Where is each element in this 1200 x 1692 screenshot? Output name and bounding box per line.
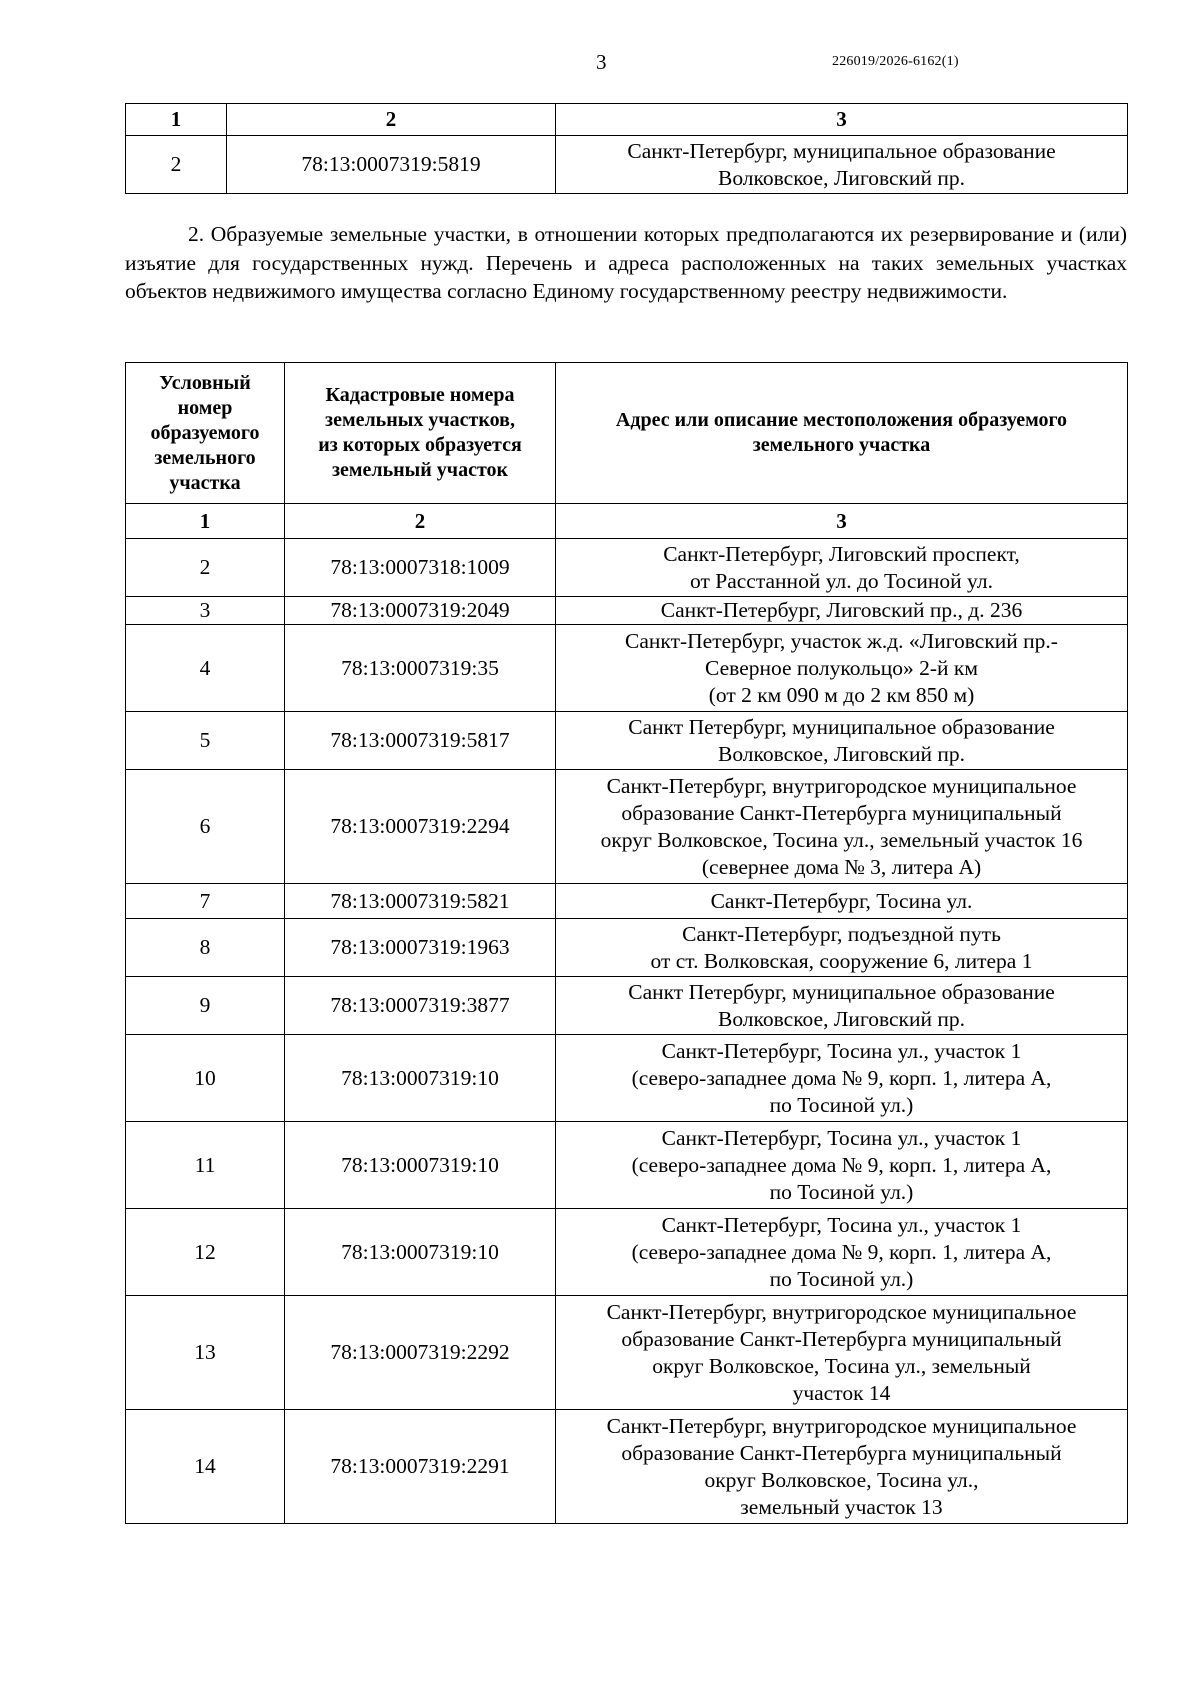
row-number: 10	[126, 1035, 285, 1122]
row-number: 2	[126, 539, 285, 597]
address: Санкт-Петербург, Тосина ул., участок 1 (северо-западнее дома № 9, корп. 1, литера А, по Тосиной ул.)	[556, 1209, 1128, 1296]
row-number: 8	[126, 919, 285, 977]
cadastral-number: 78:13:0007318:1009	[285, 539, 556, 597]
table-row	[126, 1209, 1128, 1296]
address: Санкт-Петербург, подъездной путь от ст. Волковская, сооружение 6, литера 1	[556, 919, 1128, 977]
cadastral-number: 78:13:0007319:10	[285, 1035, 556, 1122]
cadastral-number: 78:13:0007319:5817	[285, 712, 556, 770]
table-body	[126, 539, 1128, 1524]
table-row	[126, 136, 1128, 194]
document-id: 226019/2026-6162(1)	[832, 54, 959, 69]
row-number: 9	[126, 977, 285, 1035]
column-number: 1	[126, 104, 227, 136]
row-number: 2	[126, 136, 227, 194]
address: Санкт-Петербург, Тосина ул., участок 1 (северо-западнее дома № 9, корп. 1, литера А, по Тосиной ул.)	[556, 1122, 1128, 1209]
address: Санкт-Петербург, муниципальное образование Волковское, Лиговский пр.	[556, 136, 1128, 194]
cadastral-number: 78:13:0007319:2292	[285, 1296, 556, 1410]
column-header-cadastral-numbers: Кадастровые номера земельных участков, из которых образуется земельный участок	[285, 363, 556, 504]
table-row	[126, 1410, 1128, 1524]
table-row	[126, 597, 1128, 625]
cadastral-number: 78:13:0007319:2049	[285, 597, 556, 625]
cadastral-number: 78:13:0007319:10	[285, 1122, 556, 1209]
address: Санкт-Петербург, участок ж.д. «Лиговский пр.- Северное полукольцо» 2-й км (от 2 км 090 м до 2 км 850 м)	[556, 625, 1128, 712]
cadastral-number: 78:13:0007319:3877	[285, 977, 556, 1035]
address: Санкт Петербург, муниципальное образование Волковское, Лиговский пр.	[556, 712, 1128, 770]
column-number: 3	[556, 504, 1128, 539]
address: Санкт-Петербург, внутригородское муниципальное образование Санкт-Петербурга муниципальный округ Волковское, Тосина ул., земельный участок 16 (севернее дома № 3, литера А)	[556, 770, 1128, 884]
address: Санкт-Петербург, Лиговский пр., д. 236	[556, 597, 1128, 625]
column-number: 2	[285, 504, 556, 539]
column-header-plot-number: Условный номер образуемого земельного участка	[126, 363, 285, 504]
table-column-numbers	[126, 504, 1128, 539]
table-row	[126, 884, 1128, 919]
section-paragraph: 2. Образуемые земельные участки, в отношении которых предполагаются их резервирование и (или) изъятие для государственных нужд. Перечень и адреса расположенных на таких земельных участках объектов недвижимого имущества согласно Единому государственному реестру недвижимости.	[125, 222, 1127, 303]
table-column-numbers	[126, 104, 1128, 136]
table-row	[126, 919, 1128, 977]
address: Санкт Петербург, муниципальное образование Волковское, Лиговский пр.	[556, 977, 1128, 1035]
row-number: 6	[126, 770, 285, 884]
column-header-address: Адрес или описание местоположения образуемого земельного участка	[556, 363, 1128, 504]
table-row	[126, 539, 1128, 597]
cadastral-number: 78:13:0007319:1963	[285, 919, 556, 977]
cadastral-table-continued	[125, 103, 1128, 194]
address: Санкт-Петербург, Тосина ул., участок 1 (северо-западнее дома № 9, корп. 1, литера А, по Тосиной ул.)	[556, 1035, 1128, 1122]
row-number: 7	[126, 884, 285, 919]
address: Санкт-Петербург, внутригородское муниципальное образование Санкт-Петербурга муниципальный округ Волковское, Тосина ул., земельный участок 14	[556, 1296, 1128, 1410]
row-number: 14	[126, 1410, 285, 1524]
column-number: 2	[227, 104, 556, 136]
table-row	[126, 977, 1128, 1035]
table-row	[126, 625, 1128, 712]
table-row	[126, 1035, 1128, 1122]
cadastral-number: 78:13:0007319:10	[285, 1209, 556, 1296]
row-number: 4	[126, 625, 285, 712]
column-number: 1	[126, 504, 285, 539]
table-row	[126, 712, 1128, 770]
table-row	[126, 1296, 1128, 1410]
address: Санкт-Петербург, внутригородское муниципальное образование Санкт-Петербурга муниципальный округ Волковское, Тосина ул., земельный участок 13	[556, 1410, 1128, 1524]
row-number: 5	[126, 712, 285, 770]
address: Санкт-Петербург, Лиговский проспект, от Расстанной ул. до Тосиной ул.	[556, 539, 1128, 597]
cadastral-number: 78:13:0007319:2291	[285, 1410, 556, 1524]
table-row	[126, 1122, 1128, 1209]
row-number: 11	[126, 1122, 285, 1209]
formed-land-plots-table	[125, 362, 1128, 1524]
column-number: 3	[556, 104, 1128, 136]
cadastral-number: 78:13:0007319:5819	[227, 136, 556, 194]
row-number: 3	[126, 597, 285, 625]
row-number: 12	[126, 1209, 285, 1296]
table-header	[126, 363, 1128, 504]
table-row	[126, 770, 1128, 884]
cadastral-number: 78:13:0007319:2294	[285, 770, 556, 884]
cadastral-number: 78:13:0007319:35	[285, 625, 556, 712]
cadastral-number: 78:13:0007319:5821	[285, 884, 556, 919]
row-number: 13	[126, 1296, 285, 1410]
page-number: 3	[596, 50, 607, 74]
address: Санкт-Петербург, Тосина ул.	[556, 884, 1128, 919]
